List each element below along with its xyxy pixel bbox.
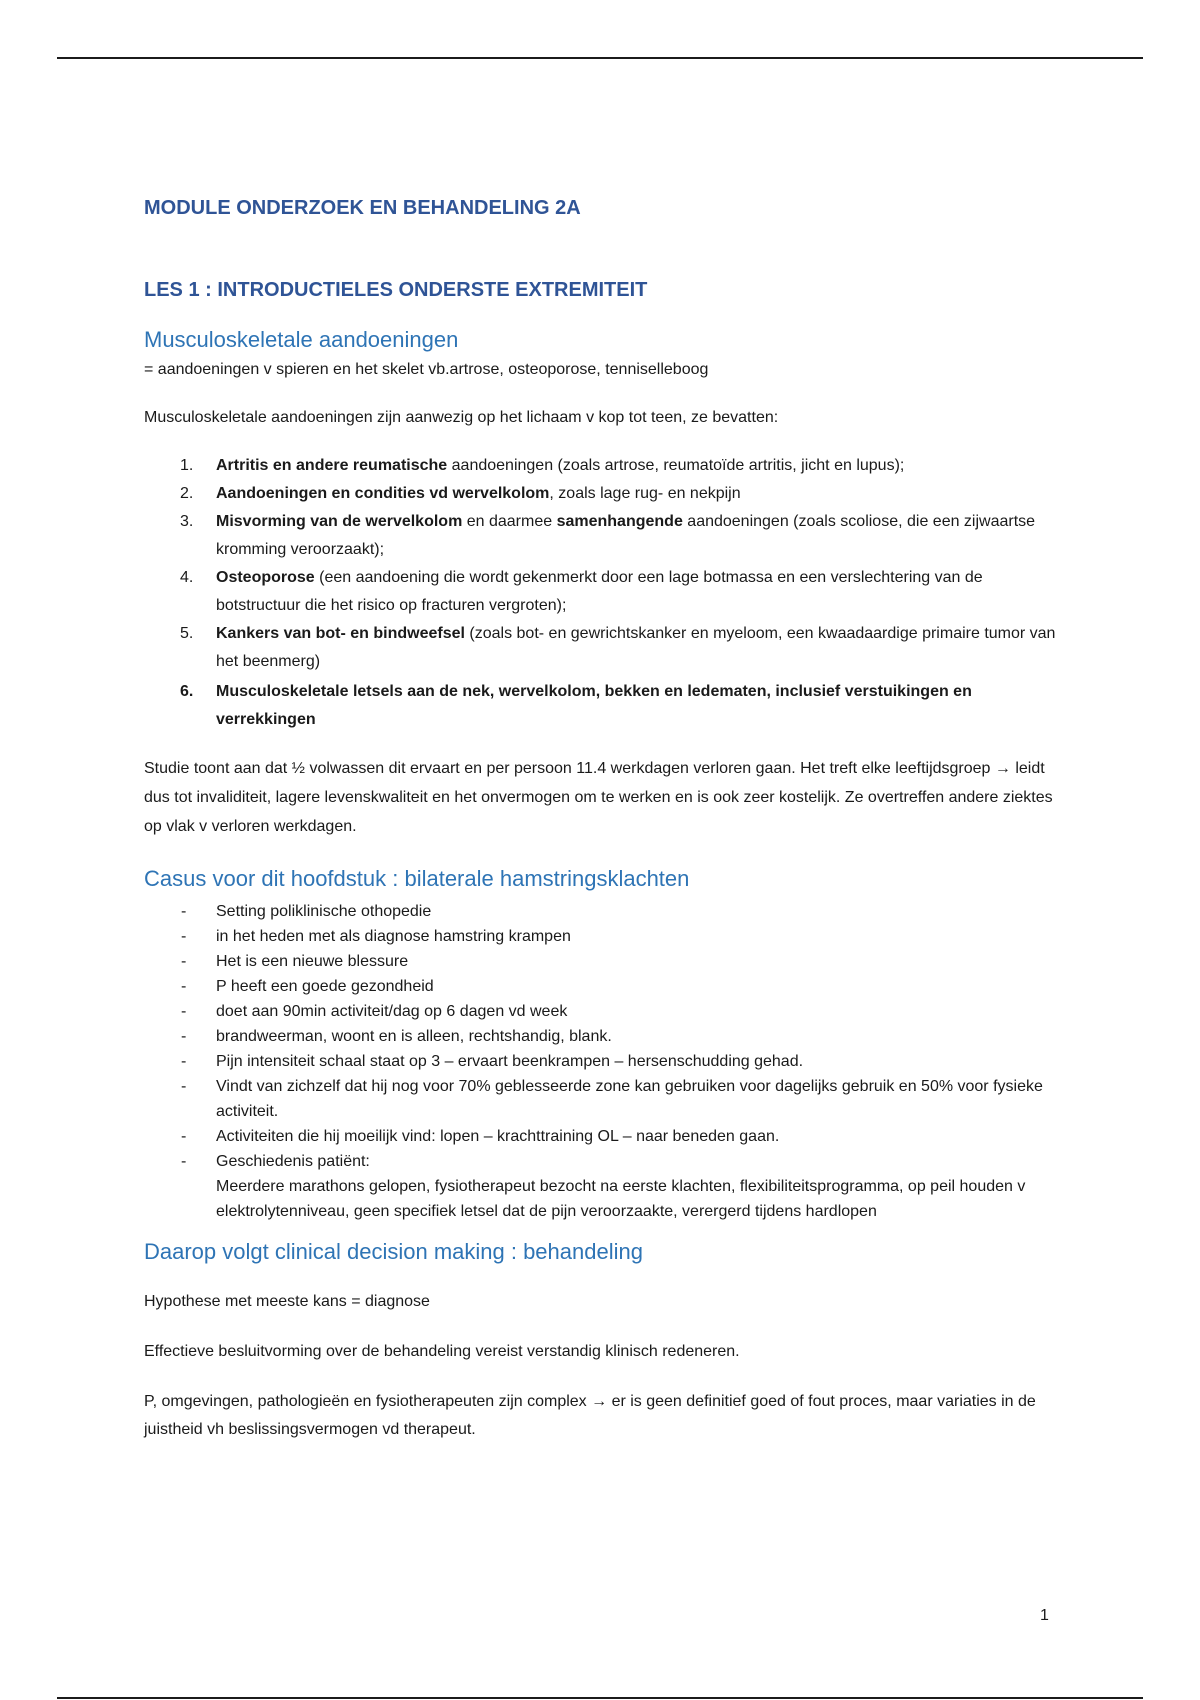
- list-number: 6.: [180, 683, 194, 700]
- list-item-text: aandoeningen (zoals scoliose, die een zijwaartse kromming veroorzaakt);: [216, 513, 1036, 558]
- list-item: [144, 899, 1064, 924]
- list-item-bold: Aandoeningen en condities vd wervelkolom: [216, 485, 550, 502]
- list-item: [144, 620, 1064, 676]
- footer-rule: [57, 1697, 1143, 1699]
- list-item-text: (zoals bot- en gewrichtskanker en myeloom, een kwaadaardige primaire tumor van het beenmerg): [216, 625, 1056, 670]
- list-item-text: Het is een nieuwe blessure: [216, 953, 409, 970]
- definition-text: = aandoeningen v spieren en het skelet vb.artrose, osteoporose, tenniselleboog: [144, 361, 709, 378]
- list-item-text: en daarmee: [462, 513, 557, 530]
- complexity-paragraph: P, omgevingen, pathologieën en fysiotherapeuten zijn complex → er is geen definitief goed of fout proces, maar variaties in de juistheid vh beslissingsvermogen vd therapeut.: [144, 1393, 1036, 1438]
- lesson-title: LES 1 : INTRODUCTIELES ONDERSTE EXTREMITEIT: [144, 279, 648, 301]
- list-item: [144, 678, 1064, 734]
- document-body: [144, 192, 1064, 1444]
- dash-bullet: -: [181, 1078, 187, 1095]
- header-rule: [57, 57, 1143, 59]
- conditions-list: [144, 452, 1064, 734]
- dash-bullet: -: [181, 1128, 187, 1145]
- list-item-text: Pijn intensiteit schaal staat op 3 – ervaart beenkrampen – hersenschudding gehad.: [216, 1053, 804, 1070]
- dash-bullet: -: [181, 978, 187, 995]
- list-number: 3.: [180, 513, 194, 530]
- hypothesis-paragraph: Hypothese met meeste kans = diagnose: [144, 1293, 430, 1310]
- list-item-text: Geschiedenis patiënt:: [216, 1153, 370, 1170]
- dash-bullet: -: [181, 1053, 187, 1070]
- dash-bullet: -: [181, 1028, 187, 1045]
- dash-bullet: -: [181, 1003, 187, 1020]
- list-item-bold: samenhangende: [556, 513, 683, 530]
- list-item: [144, 1074, 1064, 1124]
- list-item: [144, 999, 1064, 1024]
- list-item: [144, 1124, 1064, 1149]
- list-item: [144, 974, 1064, 999]
- list-item: [144, 480, 1064, 508]
- case-list: [144, 899, 1064, 1174]
- list-item: [144, 924, 1064, 949]
- list-item-text: aandoeningen (zoals artrose, reumatoïde artritis, jicht en lupus);: [447, 457, 905, 474]
- list-item: [144, 1149, 1064, 1174]
- list-item: [144, 949, 1064, 974]
- list-item-bold: Misvorming van de wervelkolom: [216, 513, 463, 530]
- list-number: 2.: [180, 485, 194, 502]
- list-item: [144, 1024, 1064, 1049]
- section-heading-decision: Daarop volgt clinical decision making : behandeling: [144, 1239, 643, 1264]
- dash-bullet: -: [181, 928, 187, 945]
- patient-history-text: Meerdere marathons gelopen, fysiotherapeut bezocht na eerste klachten, flexibiliteitsprogramma, op peil houden v elektrolytenniveau, geen specifiek letsel dat de pijn veroorzaakte, verergerd tijdens hardlopen: [216, 1178, 1026, 1220]
- list-number: 4.: [180, 569, 194, 586]
- list-number: 1.: [180, 457, 194, 474]
- section-heading-case: Casus voor dit hoofdstuk : bilaterale hamstringsklachten: [144, 866, 690, 891]
- list-item-text: (een aandoening die wordt gekenmerkt door een lage botmassa en een verslechtering van de botstructuur die het risico op fracturen vergroten);: [216, 569, 983, 614]
- list-item-text: Vindt van zichzelf dat hij nog voor 70% geblesseerde zone kan gebruiken voor dagelijks gebruik en 50% voor fysieke activiteit.: [216, 1078, 1043, 1120]
- list-item: [144, 508, 1064, 564]
- list-item-text: brandweerman, woont en is alleen, rechtshandig, blank.: [216, 1028, 612, 1045]
- intro-paragraph: Musculoskeletale aandoeningen zijn aanwezig op het lichaam v kop tot teen, ze bevatten:: [144, 409, 779, 426]
- list-item-text: P heeft een goede gezondheid: [216, 978, 434, 995]
- list-item-bold: Musculoskeletale letsels aan de nek, wervelkolom, bekken en ledematen, inclusief verstuikingen en verrekkingen: [216, 683, 972, 728]
- decision-paragraph: Effectieve besluitvorming over de behandeling vereist verstandig klinisch redeneren.: [144, 1343, 740, 1360]
- list-item-bold: Artritis en andere reumatische: [216, 457, 448, 474]
- page-number: 1: [1040, 1607, 1049, 1624]
- study-paragraph: Studie toont aan dat ½ volwassen dit ervaart en per persoon 11.4 werkdagen verloren gaan. Het treft elke leeftijdsgroep → leidt dus tot invaliditeit, lagere levenskwaliteit en het onvermogen om te werken en is ook zeer kostelijk. Ze overtreffen andere ziektes op vlak v verloren werkdagen.: [144, 760, 1053, 835]
- list-item-text: Setting poliklinische othopedie: [216, 903, 432, 920]
- list-item-text: Activiteiten die hij moeilijk vind: lopen – krachttraining OL – naar beneden gaan.: [216, 1128, 780, 1145]
- list-item: [144, 452, 1064, 480]
- dash-bullet: -: [181, 953, 187, 970]
- module-title: MODULE ONDERZOEK EN BEHANDELING 2A: [144, 197, 581, 219]
- dash-bullet: -: [181, 1153, 187, 1170]
- list-item-bold: Kankers van bot- en bindweefsel: [216, 625, 465, 642]
- list-item-text: , zoals lage rug- en nekpijn: [549, 485, 741, 502]
- list-item-text: doet aan 90min activiteit/dag op 6 dagen vd week: [216, 1003, 568, 1020]
- dash-bullet: -: [181, 903, 187, 920]
- section-heading-musculoskeletal: Musculoskeletale aandoeningen: [144, 327, 459, 352]
- list-item-bold: Osteoporose: [216, 569, 315, 586]
- list-item: [144, 1049, 1064, 1074]
- list-number: 5.: [180, 625, 194, 642]
- list-item: [144, 564, 1064, 620]
- list-item-text: in het heden met als diagnose hamstring krampen: [216, 928, 571, 945]
